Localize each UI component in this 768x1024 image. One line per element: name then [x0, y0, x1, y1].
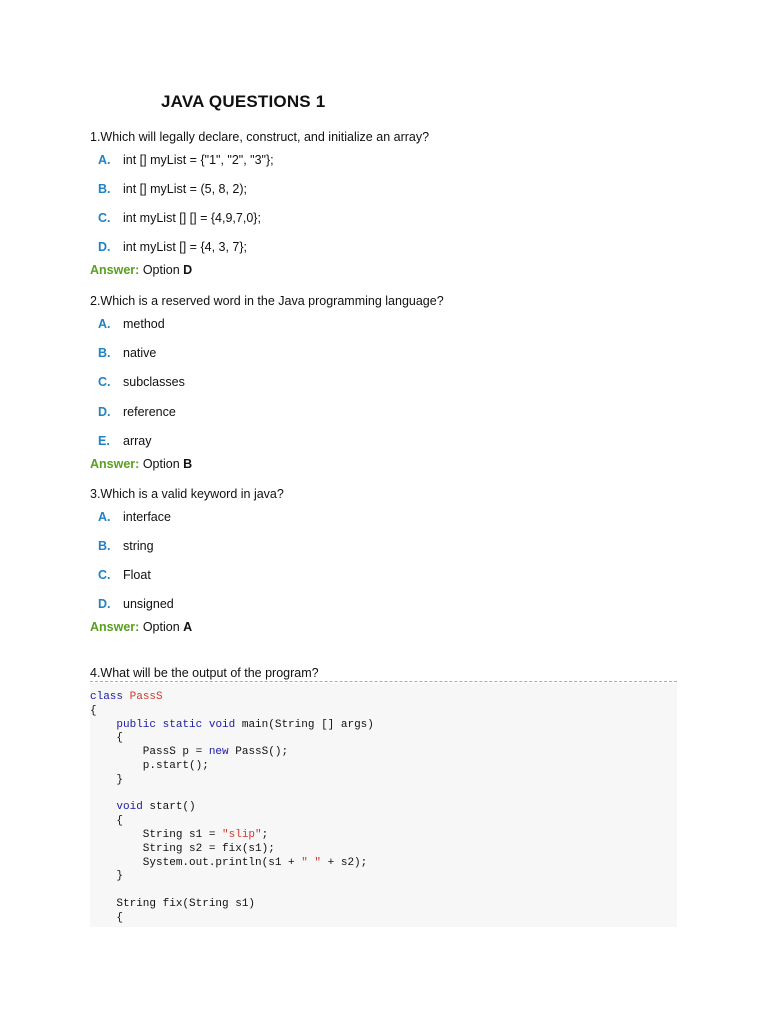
- option-text: Float: [123, 568, 151, 582]
- option-text: interface: [123, 510, 171, 524]
- code-line: [90, 788, 677, 802]
- option-text: string: [123, 539, 154, 553]
- code-line: p.start();: [90, 759, 209, 772]
- code-line: {: [90, 732, 124, 745]
- code-line: {: [90, 911, 124, 924]
- question-1-option-c: [98, 211, 261, 225]
- answer-label: Answer:: [90, 620, 140, 634]
- page-title: JAVA QUESTIONS 1: [161, 92, 326, 111]
- question-2-text: 2.Which is a reserved word in the Java programming language?: [90, 294, 444, 308]
- question-3-option-c: [98, 568, 151, 582]
- code-line: String fix(String s1): [90, 897, 256, 910]
- option-letter: B.: [98, 182, 111, 196]
- option-text: array: [123, 434, 152, 448]
- code-line: String s1 = "slip";: [90, 828, 269, 841]
- option-text: subclasses: [123, 375, 185, 389]
- option-letter: A.: [98, 510, 111, 524]
- question-2-option-b: [98, 346, 156, 360]
- question-3-text: 3.Which is a valid keyword in java?: [90, 487, 284, 501]
- answer-prefix: Option: [142, 263, 180, 277]
- option-letter: B.: [98, 346, 111, 360]
- question-4-text: 4.What will be the output of the program?: [90, 666, 319, 680]
- option-text: native: [123, 346, 157, 360]
- code-line: void start(): [116, 801, 196, 814]
- answer-value: B: [183, 457, 193, 471]
- question-2-option-c: [98, 375, 185, 389]
- option-letter: E.: [98, 434, 110, 448]
- code-line: {: [90, 704, 97, 717]
- option-letter: D.: [98, 597, 111, 611]
- code-line: String s2 = fix(s1);: [90, 842, 275, 855]
- option-letter: C.: [98, 211, 111, 225]
- answer-label: Answer:: [90, 457, 140, 471]
- answer-prefix: Option: [142, 457, 180, 471]
- option-letter: A.: [98, 317, 111, 331]
- option-text: int myList [] [] = {4,9,7,0};: [123, 211, 261, 225]
- question-1-option-b: [98, 182, 247, 196]
- code-line: [90, 884, 677, 898]
- option-text: int [] myList = {"1", "2", "3"};: [123, 153, 274, 167]
- option-text: int myList [] = {4, 3, 7};: [123, 240, 248, 254]
- code-line: {: [90, 815, 124, 828]
- option-letter: A.: [98, 153, 111, 167]
- question-2-option-a: [98, 317, 165, 331]
- option-letter: D.: [98, 240, 111, 254]
- question-3-option-d: [98, 597, 174, 611]
- question-2-option-d: [98, 405, 176, 419]
- answer-value: A: [183, 620, 193, 634]
- question-2-option-e: [98, 434, 151, 448]
- option-letter: C.: [98, 568, 111, 582]
- answer-label: Answer:: [90, 263, 140, 277]
- code-line: PassS p = new PassS();: [90, 746, 289, 759]
- question-1-option-a: [98, 153, 274, 167]
- question-1-text: 1.Which will legally declare, construct, and initialize an array?: [90, 130, 430, 144]
- question-2-answer: [90, 457, 192, 471]
- option-text: method: [123, 317, 165, 331]
- code-divider: [90, 681, 677, 682]
- question-3-option-b: [98, 539, 154, 553]
- answer-prefix: Option: [142, 620, 180, 634]
- option-letter: C.: [98, 375, 111, 389]
- option-text: unsigned: [123, 597, 174, 611]
- option-letter: B.: [98, 539, 111, 553]
- code-line: }: [90, 773, 124, 786]
- code-line: System.out.println(s1 + " " + s2);: [90, 856, 368, 869]
- question-3-answer: [90, 620, 192, 634]
- code-listing: [90, 683, 677, 926]
- code-line: class PassS: [90, 691, 163, 703]
- question-3-option-a: [98, 510, 171, 524]
- question-1-option-d: [98, 240, 247, 254]
- code-line: public static void main(String [] args): [116, 718, 374, 731]
- question-1-answer: [90, 263, 192, 277]
- option-text: int [] myList = (5, 8, 2);: [123, 182, 247, 196]
- option-letter: D.: [98, 405, 111, 419]
- option-text: reference: [123, 405, 176, 419]
- answer-value: D: [183, 263, 193, 277]
- code-block: [90, 683, 677, 927]
- code-line: }: [90, 870, 124, 883]
